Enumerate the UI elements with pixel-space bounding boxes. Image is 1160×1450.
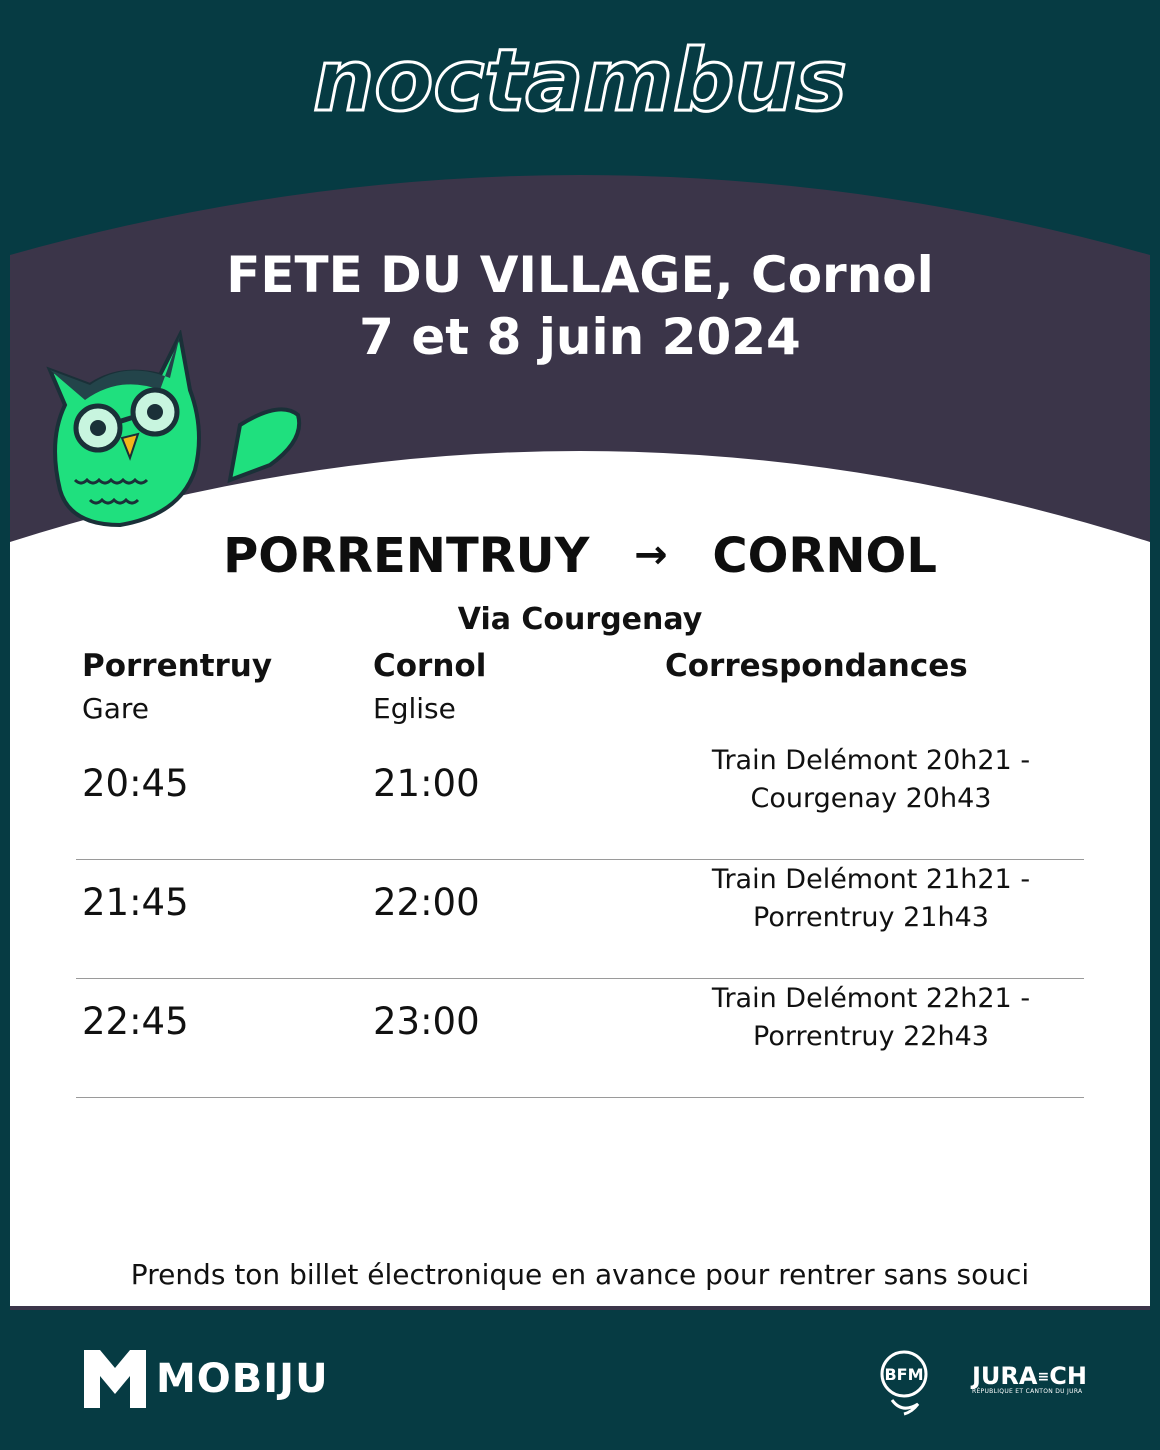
noctambus-logo [0,30,1160,140]
table-row [76,978,1084,1098]
connection-line1: Train Delémont 22h21 - [711,983,1031,1014]
jura-logo-subtitle: RÉPUBLIQUE ET CANTON DU JURA [972,1388,1083,1395]
event-name: FETE DU VILLAGE, Cornol [226,246,934,304]
arrival-time: 21:00 [373,762,480,805]
arrival-time: 22:00 [373,881,480,924]
table-row [76,859,1084,979]
header-departure: Porrentruy [82,648,273,684]
route-from: PORRENTRUY [223,528,590,584]
connection-info [666,861,1076,937]
departure-time: 21:45 [82,881,189,924]
connection-line1: Train Delémont 21h21 - [711,864,1031,895]
event-dates: 7 et 8 juin 2024 [359,308,801,366]
route-via: Via Courgenay [457,602,703,637]
jura-logo-text: JURA≡CH [972,1362,1087,1390]
owl-mascot-icon [30,330,320,530]
bfm-logo-text: BFM [884,1365,924,1384]
connection-line1: Train Delémont 20h21 - [711,745,1031,776]
connection-line2: Courgenay 20h43 [750,783,992,814]
noctambus-logo-text: noctambus [312,31,848,131]
connection-line2: Porrentruy 21h43 [753,902,989,933]
route-arrow-icon: → [634,532,668,578]
route-to: CORNOL [712,528,937,584]
header-connections: Correspondances [665,648,968,684]
header-departure-stop: Gare [82,692,149,725]
arrival-time: 23:00 [373,1000,480,1043]
header-arrival-stop: Eglise [373,692,456,725]
connection-info [666,742,1076,818]
connection-line2: Porrentruy 22h43 [753,1021,989,1052]
mobiju-logo-icon [84,1350,146,1408]
departure-time: 22:45 [82,1000,189,1043]
departure-time: 20:45 [82,762,189,805]
header-arrival: Cornol [373,648,487,684]
mobiju-logo-text: MOBIJU [156,1356,329,1402]
table-row [76,740,1084,860]
route-heading [0,528,1160,584]
connection-info [666,980,1076,1056]
bfm-logo-icon [872,1340,936,1416]
ticket-note: Prends ton billet électronique en avance pour rentrer sans souci [130,1258,1030,1291]
